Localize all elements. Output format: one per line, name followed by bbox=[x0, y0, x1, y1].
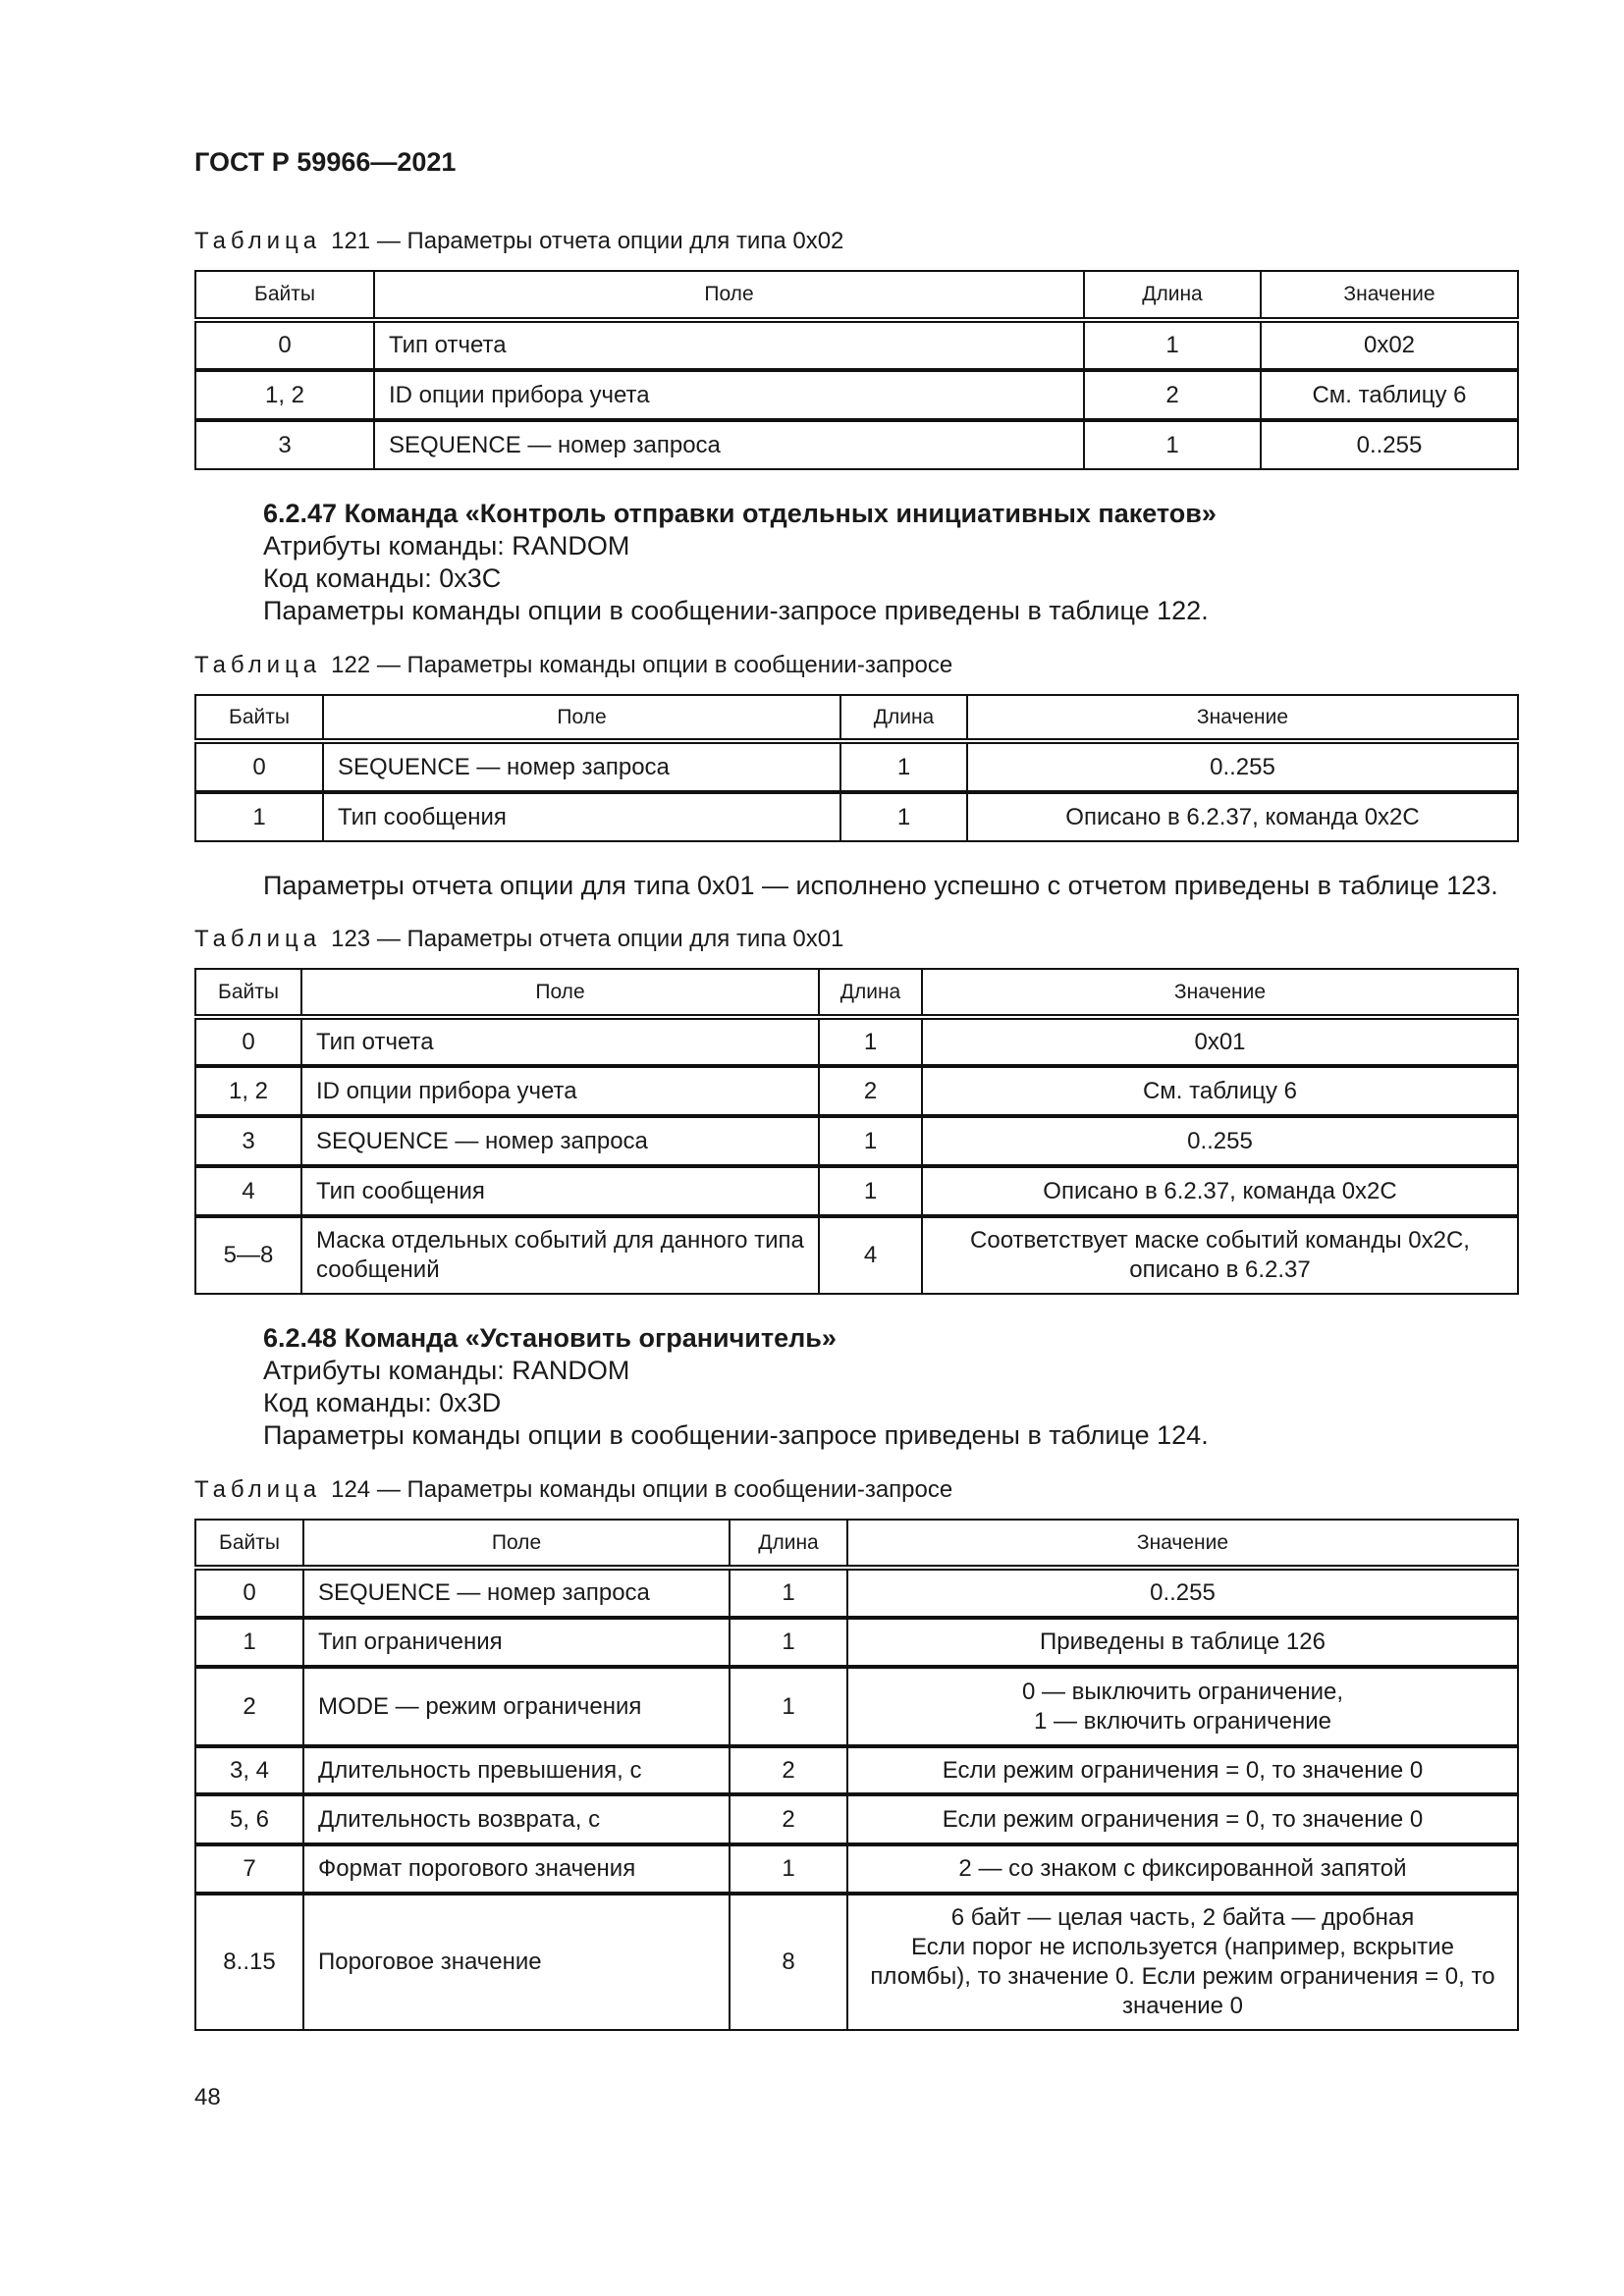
cell-bytes: 1, 2 bbox=[195, 370, 374, 420]
column-header-field: Поле bbox=[323, 695, 840, 741]
column-header-length: Длина bbox=[1084, 271, 1261, 320]
cell-length: 2 bbox=[730, 1746, 847, 1794]
cell-bytes: 7 bbox=[195, 1844, 303, 1894]
table-row bbox=[195, 1216, 1518, 1294]
table-row bbox=[195, 370, 1518, 420]
column-header-bytes: Байты bbox=[195, 695, 323, 741]
caption-text: 123 — Параметры отчета опции для типа 0x01 bbox=[331, 926, 844, 952]
cell-value: 0x02 bbox=[1261, 320, 1518, 370]
cell-value: Соответствует маске событий команды 0x2C, описано в 6.2.37 bbox=[922, 1216, 1518, 1294]
table-121 bbox=[194, 270, 1519, 470]
cell-value: 0..255 bbox=[847, 1568, 1518, 1618]
cell-length: 1 bbox=[840, 741, 967, 792]
table-row bbox=[195, 1166, 1518, 1216]
command-code: Код команды: 0x3D bbox=[263, 1388, 502, 1417]
column-header-length: Длина bbox=[840, 695, 967, 741]
section-note: Параметры команды опции в сообщении-запросе приведены в таблице 124. bbox=[263, 1420, 1209, 1450]
table-124-caption bbox=[194, 1476, 952, 1504]
cell-length: 1 bbox=[819, 1017, 922, 1066]
cell-field: Пороговое значение bbox=[303, 1894, 730, 2030]
cell-bytes: 0 bbox=[195, 741, 323, 792]
caption-text: 122 — Параметры команды опции в сообщении-запросе bbox=[331, 652, 953, 678]
cell-value: Если режим ограничения = 0, то значение 0 bbox=[847, 1794, 1518, 1844]
cell-bytes: 2 bbox=[195, 1667, 303, 1746]
table-row bbox=[195, 320, 1518, 370]
cell-length: 1 bbox=[1084, 320, 1261, 370]
table-row bbox=[195, 1794, 1518, 1844]
cell-length: 1 bbox=[819, 1166, 922, 1216]
cell-bytes: 1 bbox=[195, 1618, 303, 1667]
caption-prefix: Таблица bbox=[194, 1476, 322, 1503]
table-121-caption bbox=[194, 228, 843, 255]
section-6-2-48 bbox=[263, 1322, 1209, 1452]
column-header-value: Значение bbox=[1261, 271, 1518, 320]
cell-value: Приведены в таблице 126 bbox=[847, 1618, 1518, 1667]
command-attributes: Атрибуты команды: RANDOM bbox=[263, 531, 630, 561]
table-124 bbox=[194, 1519, 1519, 2031]
command-attributes: Атрибуты команды: RANDOM bbox=[263, 1356, 630, 1385]
table-row bbox=[195, 1746, 1518, 1794]
column-header-field: Поле bbox=[303, 1520, 730, 1568]
cell-value: 6 байт — целая часть, 2 байта — дробная Если порог не используется (например, вскрытие пломбы), то значение 0. Если режим ограничения = 0, то значение 0 bbox=[847, 1894, 1518, 2030]
cell-value: 0..255 bbox=[1261, 420, 1518, 469]
cell-field: MODE — режим ограничения bbox=[303, 1667, 730, 1746]
cell-value: См. таблицу 6 bbox=[922, 1066, 1518, 1116]
cell-field: Тип отчета bbox=[374, 320, 1084, 370]
table-row bbox=[195, 1894, 1518, 2030]
cell-length: 1 bbox=[730, 1844, 847, 1894]
table-row bbox=[195, 1116, 1518, 1166]
cell-value: 0x01 bbox=[922, 1017, 1518, 1066]
caption-prefix: Таблица bbox=[194, 652, 322, 678]
cell-bytes: 1 bbox=[195, 792, 323, 841]
cell-length: 2 bbox=[1084, 370, 1261, 420]
document-title: ГОСТ Р 59966—2021 bbox=[194, 147, 457, 177]
cell-length: 2 bbox=[730, 1794, 847, 1844]
table-123-caption bbox=[194, 926, 843, 953]
cell-field: SEQUENCE — номер запроса bbox=[303, 1568, 730, 1618]
section-6-2-47 bbox=[263, 498, 1217, 627]
cell-field: Тип сообщения bbox=[323, 792, 840, 841]
cell-value: 2 — со знаком с фиксированной запятой bbox=[847, 1844, 1518, 1894]
cell-length: 8 bbox=[730, 1894, 847, 2030]
table-122 bbox=[194, 694, 1519, 842]
column-header-length: Длина bbox=[819, 969, 922, 1017]
cell-value: Описано в 6.2.37, команда 0x2C bbox=[967, 792, 1518, 841]
column-header-bytes: Байты bbox=[195, 969, 301, 1017]
column-header-field: Поле bbox=[374, 271, 1084, 320]
cell-length: 1 bbox=[840, 792, 967, 841]
cell-length: 2 bbox=[819, 1066, 922, 1116]
cell-bytes: 1, 2 bbox=[195, 1066, 301, 1116]
table-row bbox=[195, 741, 1518, 792]
cell-value: Описано в 6.2.37, команда 0x2C bbox=[922, 1166, 1518, 1216]
table-row bbox=[195, 1618, 1518, 1667]
cell-field: SEQUENCE — номер запроса bbox=[323, 741, 840, 792]
cell-field: ID опции прибора учета bbox=[374, 370, 1084, 420]
section-note: Параметры команды опции в сообщении-запросе приведены в таблице 122. bbox=[263, 596, 1209, 625]
cell-bytes: 5, 6 bbox=[195, 1794, 303, 1844]
cell-bytes: 5—8 bbox=[195, 1216, 301, 1294]
column-header-bytes: Байты bbox=[195, 1520, 303, 1568]
cell-bytes: 0 bbox=[195, 1568, 303, 1618]
cell-length: 4 bbox=[819, 1216, 922, 1294]
cell-bytes: 4 bbox=[195, 1166, 301, 1216]
table-row bbox=[195, 792, 1518, 841]
table-header-row bbox=[195, 1520, 1518, 1568]
column-header-value: Значение bbox=[922, 969, 1518, 1017]
cell-length: 1 bbox=[819, 1116, 922, 1166]
table-122-caption bbox=[194, 652, 952, 679]
cell-bytes: 8..15 bbox=[195, 1894, 303, 2030]
cell-value: Если режим ограничения = 0, то значение 0 bbox=[847, 1746, 1518, 1794]
caption-text: 121 — Параметры отчета опции для типа 0x02 bbox=[331, 228, 844, 254]
cell-bytes: 3 bbox=[195, 1116, 301, 1166]
cell-field: Тип отчета bbox=[301, 1017, 819, 1066]
cell-field: ID опции прибора учета bbox=[301, 1066, 819, 1116]
paragraph-table-123: Параметры отчета опции для типа 0x01 — исполнено успешно с отчетом приведены в таблице 123. bbox=[263, 871, 1498, 900]
cell-length: 1 bbox=[1084, 420, 1261, 469]
cell-length: 1 bbox=[730, 1568, 847, 1618]
cell-bytes: 3, 4 bbox=[195, 1746, 303, 1794]
table-row bbox=[195, 420, 1518, 469]
cell-field: Длительность возврата, с bbox=[303, 1794, 730, 1844]
command-code: Код команды: 0x3C bbox=[263, 563, 502, 593]
section-heading: 6.2.48 Команда «Установить ограничитель» bbox=[263, 1323, 837, 1353]
table-row bbox=[195, 1017, 1518, 1066]
cell-length: 1 bbox=[730, 1667, 847, 1746]
table-row bbox=[195, 1844, 1518, 1894]
caption-prefix: Таблица bbox=[194, 228, 322, 254]
cell-field: SEQUENCE — номер запроса bbox=[374, 420, 1084, 469]
cell-field: Тип сообщения bbox=[301, 1166, 819, 1216]
table-header-row bbox=[195, 695, 1518, 741]
caption-prefix: Таблица bbox=[194, 926, 322, 952]
page-number: 48 bbox=[194, 2084, 221, 2110]
cell-field: Тип ограничения bbox=[303, 1618, 730, 1667]
cell-value: См. таблицу 6 bbox=[1261, 370, 1518, 420]
cell-bytes: 0 bbox=[195, 1017, 301, 1066]
column-header-bytes: Байты bbox=[195, 271, 374, 320]
table-header-row bbox=[195, 271, 1518, 320]
cell-field: Формат порогового значения bbox=[303, 1844, 730, 1894]
column-header-field: Поле bbox=[301, 969, 819, 1017]
caption-text: 124 — Параметры команды опции в сообщении-запросе bbox=[331, 1476, 953, 1503]
cell-value: 0..255 bbox=[922, 1116, 1518, 1166]
cell-field: SEQUENCE — номер запроса bbox=[301, 1116, 819, 1166]
column-header-length: Длина bbox=[730, 1520, 847, 1568]
table-123 bbox=[194, 968, 1519, 1295]
cell-field: Длительность превышения, с bbox=[303, 1746, 730, 1794]
cell-bytes: 3 bbox=[195, 420, 374, 469]
table-row bbox=[195, 1066, 1518, 1116]
column-header-value: Значение bbox=[967, 695, 1518, 741]
cell-value: 0..255 bbox=[967, 741, 1518, 792]
cell-field: Маска отдельных событий для данного типа сообщений bbox=[301, 1216, 819, 1294]
table-row bbox=[195, 1667, 1518, 1746]
cell-value: 0 — выключить ограничение, 1 — включить ограничение bbox=[847, 1667, 1518, 1746]
cell-bytes: 0 bbox=[195, 320, 374, 370]
table-header-row bbox=[195, 969, 1518, 1017]
cell-length: 1 bbox=[730, 1618, 847, 1667]
section-heading: 6.2.47 Команда «Контроль отправки отдельных инициативных пакетов» bbox=[263, 499, 1217, 528]
column-header-value: Значение bbox=[847, 1520, 1518, 1568]
table-row bbox=[195, 1568, 1518, 1618]
